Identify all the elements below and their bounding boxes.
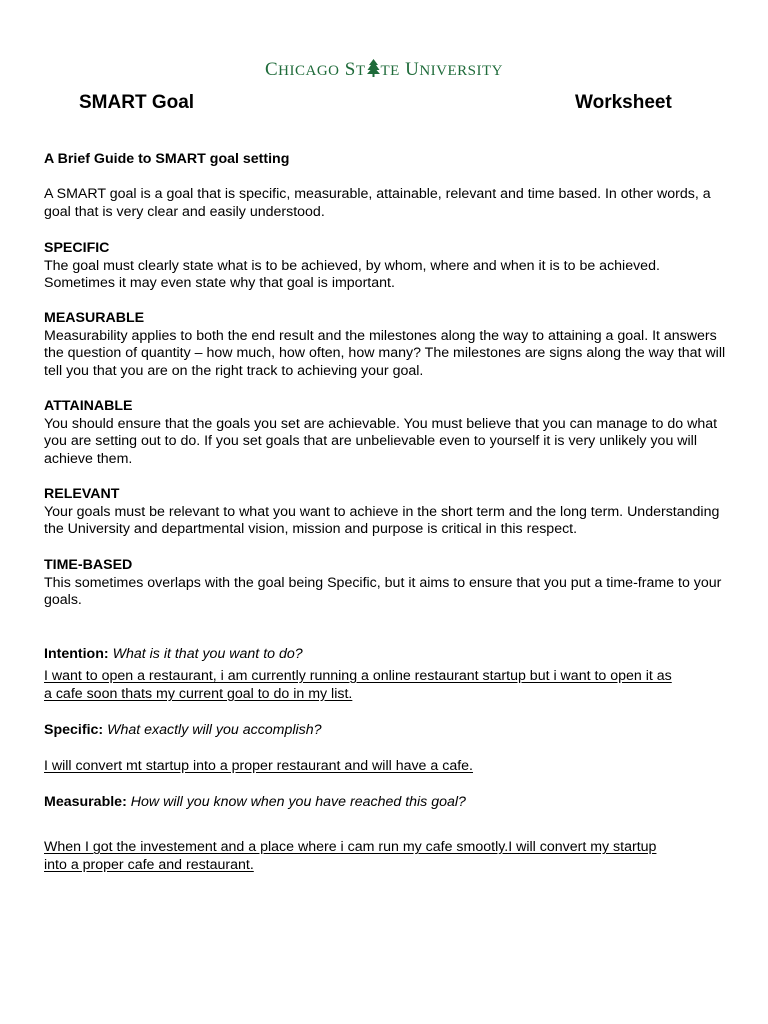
section-specific bbox=[44, 240, 734, 293]
section-heading: ATTAINABLE bbox=[44, 398, 133, 414]
answer-line: a cafe soon thats my current goal to do in my list. bbox=[44, 685, 353, 702]
section-body: Measurability applies to both the end result and the milestones along the way to attaining a goal. It answers the question of quantity – how much, how often, how many? The milestones are signs along the way that will tell you that you are on the right track to achieving your goal. bbox=[44, 327, 726, 380]
section-heading: TIME-BASED bbox=[44, 557, 133, 573]
question-prompt: What is it that you want to do? bbox=[112, 646, 303, 662]
section-heading: RELEVANT bbox=[44, 486, 120, 502]
answer-line: I want to open a restaurant, i am currently running a online restaurant startup but i want to open it as bbox=[44, 668, 672, 684]
section-heading: SPECIFIC bbox=[44, 240, 110, 256]
question-measurable bbox=[44, 794, 734, 812]
section-attainable bbox=[44, 398, 734, 469]
section-relevant bbox=[44, 486, 734, 539]
answer-measurable[interactable] bbox=[44, 839, 734, 874]
section-time-based bbox=[44, 557, 734, 610]
question-specific bbox=[44, 722, 734, 740]
question-prompt: How will you know when you have reached this goal? bbox=[130, 794, 466, 810]
question-prompt: What exactly will you accomplish? bbox=[107, 722, 322, 738]
answer-intention[interactable] bbox=[44, 668, 734, 703]
question-label: Specific: bbox=[44, 722, 104, 738]
question-label: Intention: bbox=[44, 646, 109, 662]
section-measurable bbox=[44, 310, 734, 381]
answer-line: into a proper cafe and restaurant. bbox=[44, 856, 254, 873]
question-label: Measurable: bbox=[44, 794, 127, 810]
pine-tree-icon bbox=[367, 59, 380, 77]
answer-line: When I got the investement and a place where i cam run my cafe smootly.I will convert my startup bbox=[44, 839, 657, 855]
answer-line: I will convert mt startup into a proper restaurant and will have a cafe. bbox=[44, 758, 473, 774]
page-title-smart-goal: SMART Goal bbox=[79, 92, 195, 113]
university-logo: CHICAGO ST TE UNIVERSITY bbox=[264, 59, 503, 80]
question-intention bbox=[44, 646, 734, 664]
guide-intro: A SMART goal is a goal that is specific, measurable, attainable, relevant and time based. In other words, a goal that is very clear and easily understood. bbox=[44, 186, 711, 220]
section-body: Your goals must be relevant to what you want to achieve in the short term and the long term. Understanding the University and departmental vision, mission and purpose is critical in this respect. bbox=[44, 503, 720, 538]
section-body: This sometimes overlaps with the goal being Specific, but it aims to ensure that you put a time-frame to your goals. bbox=[44, 574, 722, 609]
page-title-worksheet: Worksheet bbox=[575, 92, 672, 113]
section-body: The goal must clearly state what is to be achieved, by whom, where and when it is to be achieved. Sometimes it may even state why that goal is important. bbox=[44, 257, 660, 292]
guide-heading: A Brief Guide to SMART goal setting bbox=[44, 151, 290, 167]
answer-specific[interactable] bbox=[44, 758, 734, 776]
section-body: You should ensure that the goals you set are achievable. You must believe that you can manage to do what you are setting out to do. If you set goals that are unbelievable even to yourself it is very unlikely you will achieve them. bbox=[44, 415, 718, 468]
section-heading: MEASURABLE bbox=[44, 310, 145, 326]
